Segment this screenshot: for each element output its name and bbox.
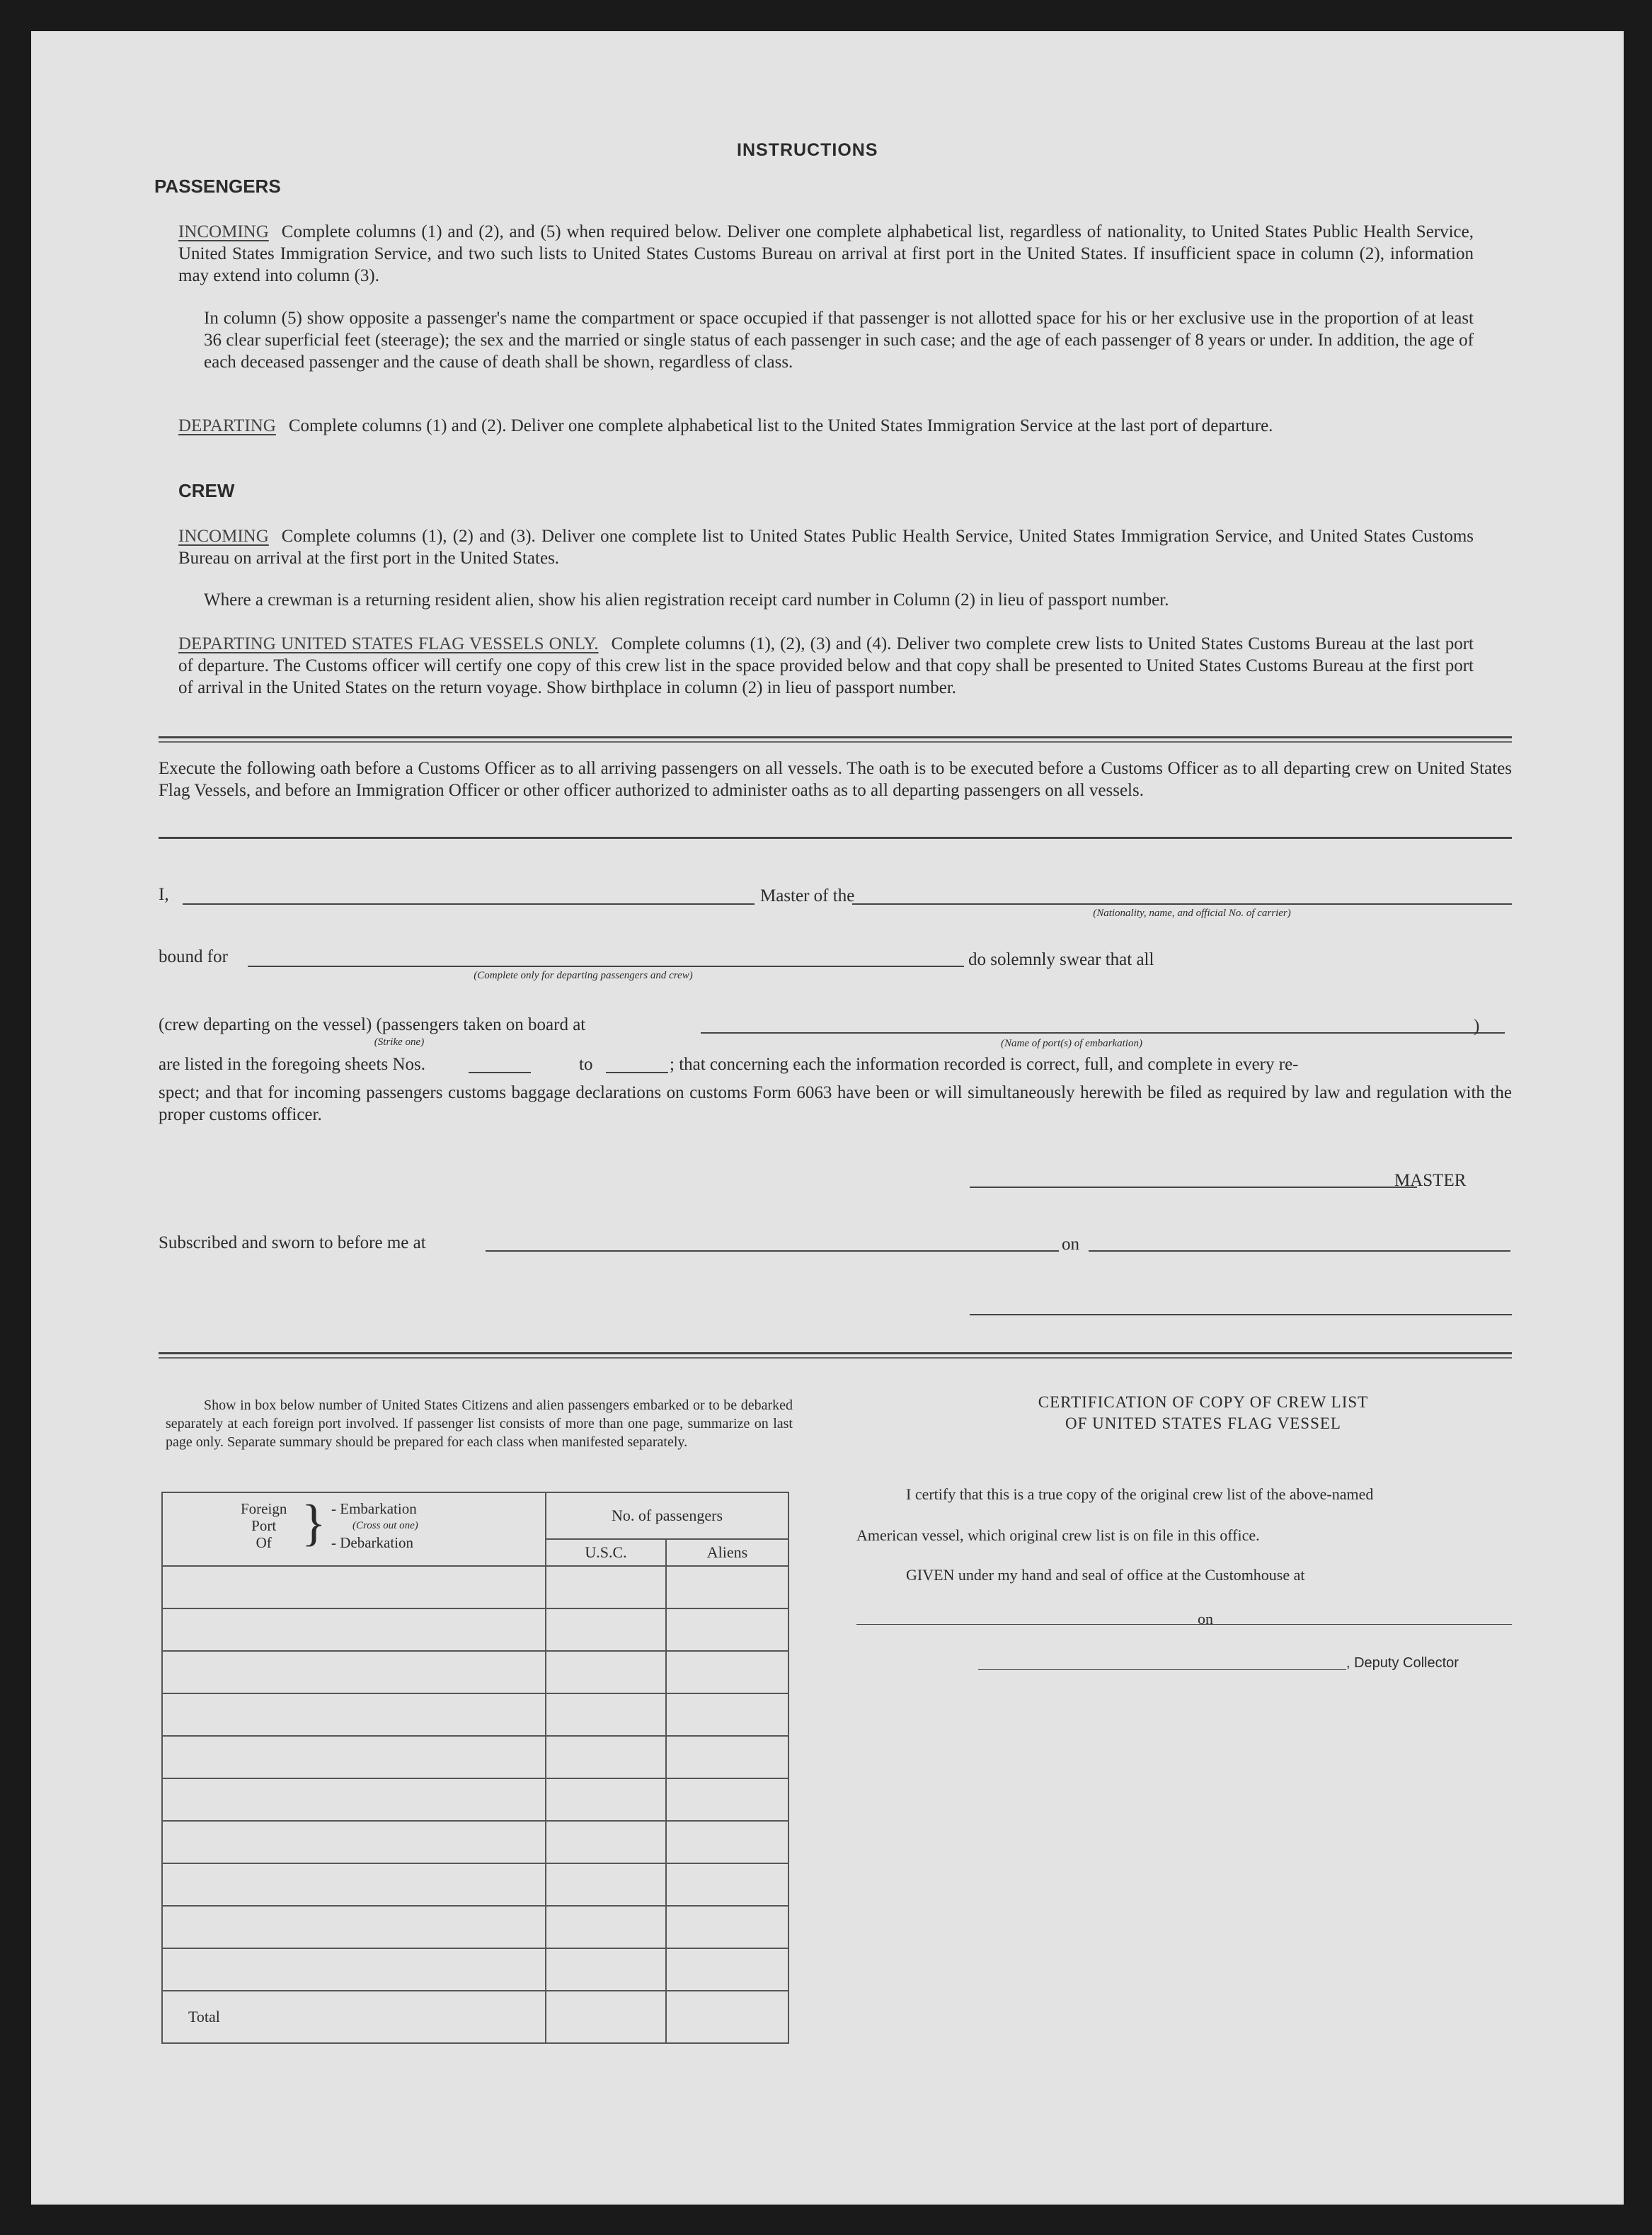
port-cell[interactable]: [162, 1608, 546, 1651]
customhouse-field[interactable]: [856, 1624, 1222, 1625]
aliens-cell[interactable]: [666, 1863, 788, 1906]
aliens-cell[interactable]: [666, 1651, 788, 1693]
aliens-total-cell[interactable]: [666, 1991, 788, 2043]
debarkation-label: - Debarkation: [331, 1534, 414, 1551]
swear-text: do solemnly swear that all: [968, 950, 1154, 969]
i-label: I,: [159, 885, 169, 904]
usc-cell[interactable]: [546, 1863, 666, 1906]
close-paren: ): [1474, 1017, 1480, 1036]
aliens-header: Aliens: [666, 1539, 788, 1566]
passenger-summary-table: [161, 1492, 789, 2044]
cross-out-hint: (Cross out one): [352, 1520, 418, 1531]
aliens-cell[interactable]: [666, 1693, 788, 1736]
port-header-cell: [162, 1492, 546, 1566]
usc-cell[interactable]: [546, 1821, 666, 1863]
crew-departing-text: Complete columns (1), (2), (3) and (4). Deliver two complete crew lists to United States Customs Bureau at the last port of departure. The Customs officer will certify one copy of this crew list in the space provided below and that copy shall be presented to United States Customs Bureau at the first port of arrival in the United States on the return voyage. Show birthplace in column (2) in lieu of passport number.: [178, 634, 1474, 697]
of-label: Of: [256, 1534, 272, 1551]
foreign-label: Foreign: [241, 1500, 287, 1517]
crew-heading: CREW: [178, 480, 235, 501]
aliens-cell[interactable]: [666, 1566, 788, 1608]
port-cell[interactable]: [162, 1863, 546, 1906]
summary-note: Show in box below number of United States Citizens and alien passengers embarked or to be debarked separately at each foreign port involved. If passenger list consists of more than one page, summarize on last page only. Separate summary should be prepared for each class when manifested separately.: [166, 1397, 793, 1450]
passengers-incoming: [178, 221, 1474, 287]
embarkation-hint: (Name of port(s) of embarkation): [1001, 1038, 1142, 1049]
embarkation-label: - Embarkation: [331, 1500, 417, 1517]
carrier-field[interactable]: [852, 903, 1512, 905]
bound-for-field[interactable]: [248, 966, 964, 967]
master-signature-field[interactable]: [970, 1187, 1417, 1188]
cert-on-label: on: [1198, 1610, 1213, 1628]
port-cell[interactable]: [162, 1821, 546, 1863]
no-of-passengers-header: No. of passengers: [546, 1492, 788, 1539]
listed-statement-continued: spect; and that for incoming passengers customs baggage declarations on customs Form 6063 have been or will simultaneously herewith be filed as required by law and regulation with the proper customs officer.: [159, 1083, 1512, 1124]
crew-departing: [178, 633, 1474, 699]
vessel-text: American vessel, which original crew list is on file in this office.: [856, 1526, 1260, 1544]
total-label: Total: [162, 1991, 546, 2043]
certification-title-line1: CERTIFICATION OF COPY OF CREW LIST: [1038, 1393, 1369, 1411]
crew-incoming: [178, 525, 1474, 569]
passengers-departing: [178, 415, 1474, 437]
passengers-incoming-label: INCOMING: [178, 222, 269, 241]
certify-text: I certify that this is a true copy of the original crew list of the above-named: [906, 1485, 1374, 1503]
aliens-cell[interactable]: [666, 1778, 788, 1821]
bound-for-hint: (Complete only for departing passengers and crew): [474, 970, 693, 981]
carrier-hint: (Nationality, name, and official No. of carrier): [1093, 908, 1291, 919]
sheet-from-field[interactable]: [469, 1072, 531, 1073]
usc-cell[interactable]: [546, 1948, 666, 1991]
listed-sheets-label: are listed in the foregoing sheets Nos.: [159, 1055, 425, 1074]
officer-signature-field[interactable]: [970, 1314, 1512, 1315]
listed-statement: ; that concerning each the information recorded is correct, full, and complete in every re-: [670, 1055, 1299, 1074]
usc-cell[interactable]: [546, 1693, 666, 1736]
passengers-departing-label: DEPARTING: [178, 416, 276, 435]
usc-cell[interactable]: [546, 1651, 666, 1693]
port-cell[interactable]: [162, 1736, 546, 1778]
embarkation-port-field[interactable]: [701, 1032, 1505, 1034]
form-page: [31, 31, 1624, 2205]
aliens-cell[interactable]: [666, 1736, 788, 1778]
crew-resident-alien: Where a crewman is a returning resident alien, show his alien registration receipt card number in Column (2) in lieu of passport number.: [204, 590, 1169, 610]
sheet-to-field[interactable]: [606, 1072, 668, 1073]
strike-one-hint: (Strike one): [374, 1036, 425, 1048]
passengers-departing-text: Complete columns (1) and (2). Deliver one complete alphabetical list to the United States Immigration Service at the last port of departure.: [288, 416, 1273, 435]
oath-intro: Execute the following oath before a Customs Officer as to all arriving passengers on all vessels. The oath is to be executed before a Customs Officer as to all departing crew on United States Flag Vessels, and before an Immigration Officer or other officer authorized to administer oaths as to all departing passengers on all vessels.: [159, 759, 1512, 800]
section-divider: [159, 736, 1512, 743]
master-label: MASTER: [1394, 1171, 1467, 1190]
master-of-the-label: Master of the: [760, 886, 855, 905]
deputy-signature-field[interactable]: [978, 1669, 1346, 1670]
usc-total-cell[interactable]: [546, 1991, 666, 2043]
usc-cell[interactable]: [546, 1906, 666, 1948]
sworn-place-field[interactable]: [486, 1250, 1059, 1252]
master-name-field[interactable]: [183, 903, 755, 905]
port-cell[interactable]: [162, 1906, 546, 1948]
usc-cell[interactable]: [546, 1566, 666, 1608]
usc-cell[interactable]: [546, 1778, 666, 1821]
subscribed-label: Subscribed and sworn to before me at: [159, 1233, 426, 1252]
port-cell[interactable]: [162, 1948, 546, 1991]
crew-departing-label: DEPARTING UNITED STATES FLAG VESSELS ONLY.: [178, 634, 599, 653]
usc-cell[interactable]: [546, 1736, 666, 1778]
column5-instructions: In column (5) show opposite a passenger's name the compartment or space occupied if that passenger is not allotted space for his or her exclusive use in the proportion of at least 36 clear superficial feet (steerage); the sex and the married or single status of each passenger in such case; and the age of each passenger of 8 years or under. In addition, the age of each deceased passenger and the cause of death shall be shown, regardless of class.: [204, 309, 1474, 372]
page-title: INSTRUCTIONS: [737, 140, 878, 160]
port-cell[interactable]: [162, 1778, 546, 1821]
certification-title: [920, 1392, 1486, 1434]
port-label: Port: [251, 1517, 277, 1534]
listed-to-label: to: [579, 1055, 593, 1074]
cert-date-field[interactable]: [1220, 1624, 1512, 1625]
aliens-cell[interactable]: [666, 1821, 788, 1863]
aliens-cell[interactable]: [666, 1948, 788, 1991]
aliens-cell[interactable]: [666, 1906, 788, 1948]
lower-divider: [159, 1352, 1512, 1359]
port-cell[interactable]: [162, 1651, 546, 1693]
aliens-cell[interactable]: [666, 1608, 788, 1651]
brace-icon: }: [302, 1494, 326, 1551]
crew-incoming-text: Complete columns (1), (2) and (3). Deliver one complete list to United States Public Health Service, United States Immigration Service, and United States Customs Bureau on arrival at the first port in the United States.: [178, 527, 1474, 568]
passengers-incoming-text: Complete columns (1) and (2), and (5) when required below. Deliver one complete alphabetical list, regardless of nationality, to United States Public Health Service, United States Immigration Service, and two such lists to United States Customs Bureau on arrival at first port in the United States. If insufficient space in column (2), information may extend into column (3).: [178, 222, 1474, 285]
sworn-date-field[interactable]: [1089, 1250, 1510, 1252]
usc-cell[interactable]: [546, 1608, 666, 1651]
crew-passengers-choice: (crew departing on the vessel) (passengers taken on board at: [159, 1015, 586, 1034]
certification-title-line2: OF UNITED STATES FLAG VESSEL: [1065, 1414, 1341, 1432]
deputy-collector-label: , Deputy Collector: [1346, 1655, 1459, 1671]
oath-top-rule: [159, 837, 1512, 839]
bound-for-label: bound for: [159, 947, 228, 966]
sworn-on-label: on: [1062, 1235, 1079, 1254]
port-cell[interactable]: [162, 1566, 546, 1608]
passengers-heading: PASSENGERS: [154, 176, 281, 197]
port-cell[interactable]: [162, 1693, 546, 1736]
given-text: GIVEN under my hand and seal of office at the Customhouse at: [906, 1566, 1305, 1584]
usc-header: U.S.C.: [546, 1539, 666, 1566]
crew-incoming-label: INCOMING: [178, 527, 269, 546]
